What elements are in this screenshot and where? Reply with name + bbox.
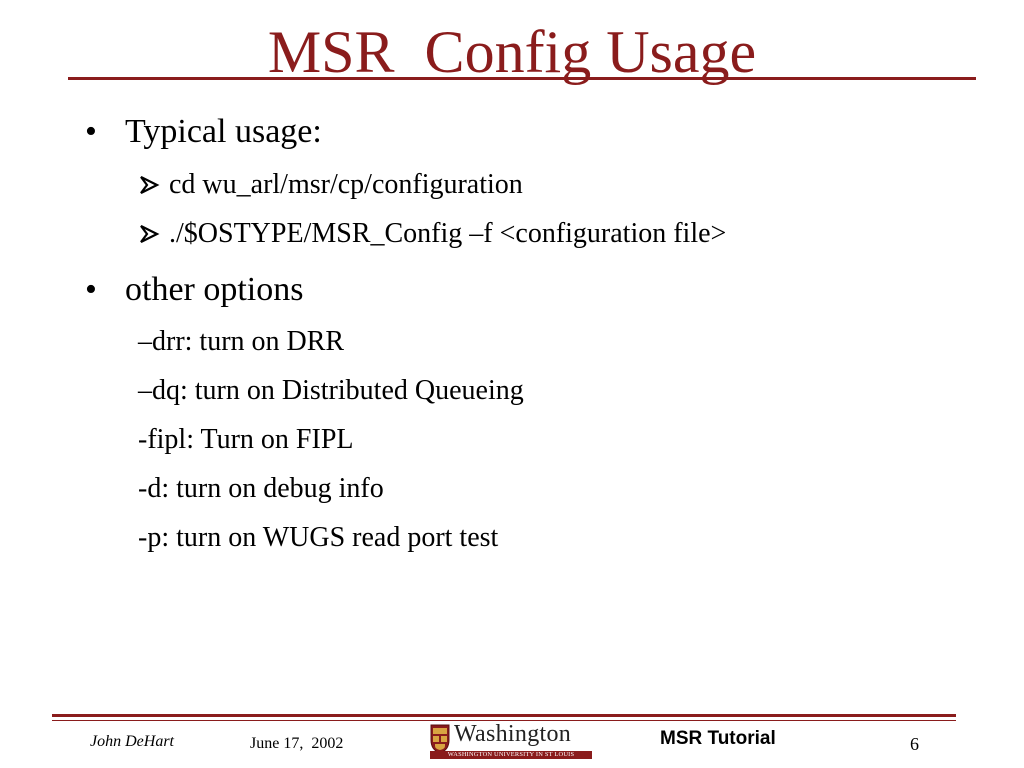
option-debug: -d: turn on debug info [138,473,384,504]
footer-date: June 17, 2002 [250,735,344,752]
logo-wordmark: Washington [454,721,572,747]
slide-title: MSR_Config Usage [267,19,757,85]
footer-tutorial-label: MSR Tutorial [660,728,776,749]
university-shield-icon [430,724,450,754]
footer-divider [52,714,956,717]
arrow-right-icon [138,223,160,245]
subitem-cd-command [138,168,523,202]
option-drr: –drr: turn on DRR [138,326,345,357]
arrow-right-icon [138,174,160,196]
university-logo [430,721,592,760]
option-wugs: -p: turn on WUGS read port test [138,522,499,553]
bullet-other-options [85,270,303,310]
subitem-run-command [138,217,726,251]
title-divider [68,77,976,80]
page-number: 6 [910,734,919,754]
bullet-typical-usage [85,112,322,152]
bullet-label: other options [125,271,304,308]
option-fipl: -fipl: Turn on FIPL [138,424,354,455]
bullet-label: Typical usage: [125,113,322,150]
bullet-dot-icon: • [85,271,97,308]
subitem-label: cd wu_arl/msr/cp/configuration [169,169,523,200]
bullet-dot-icon: • [85,113,97,150]
logo-subtext: WASHINGTON UNIVERSITY IN ST LOUIS [447,751,575,758]
subitem-label: ./$OSTYPE/MSR_Config –f <configuration file> [169,218,727,249]
footer-author: John DeHart [90,733,174,750]
option-dq: –dq: turn on Distributed Queueing [138,375,524,406]
